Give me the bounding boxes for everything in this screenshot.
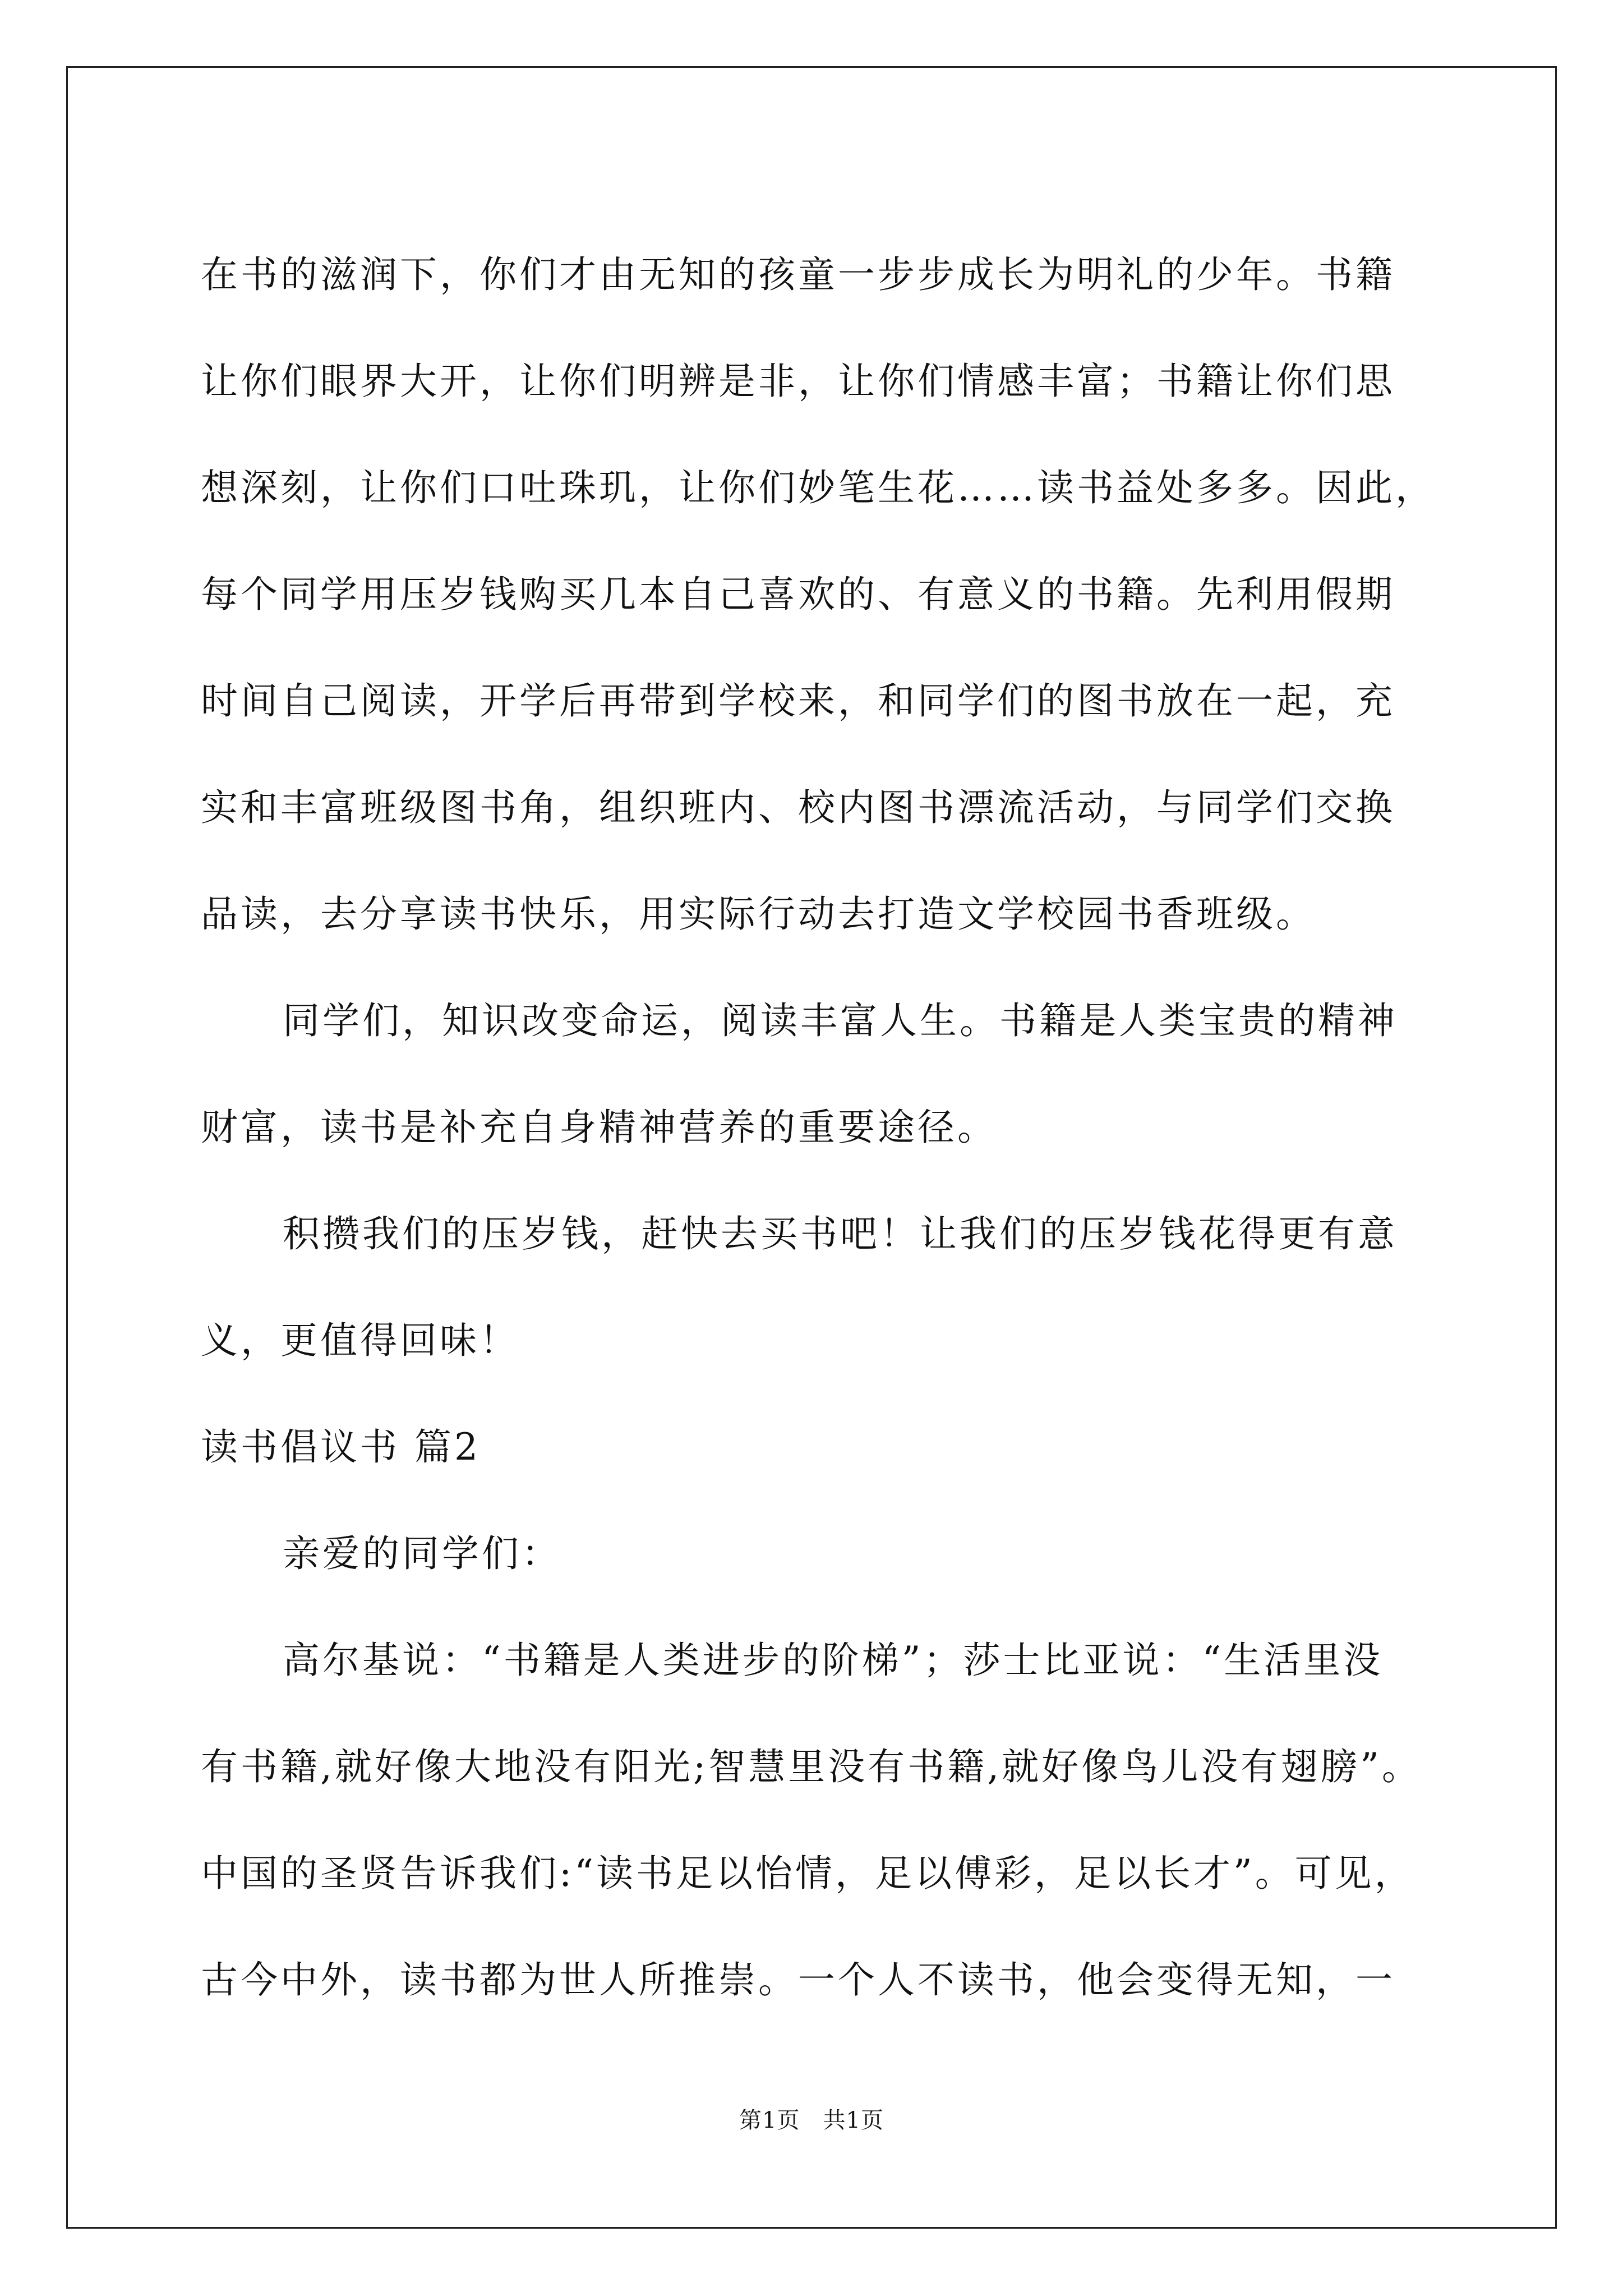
text-line: 每个同学用压岁钱购买几本自己喜欢的、有意义的书籍。先利用假期 [201, 573, 1395, 616]
text-line: 时间自己阅读，开学后再带到学校来，和同学们的图书放在一起，充 [201, 679, 1395, 723]
text-line: 想深刻，让你们口吐珠玑，让你们妙笔生花……读书益处多多。因此， [201, 466, 1435, 509]
text-line: 同学们，知识改变命运，阅读丰富人生。书籍是人类宝贵的精神 [283, 999, 1398, 1042]
salutation: 亲爱的同学们： [283, 1532, 561, 1575]
text-line: 让你们眼界大开，让你们明辨是非，让你们情感丰富；书籍让你们思 [201, 360, 1395, 403]
text-line: 古今中外，读书都为世人所推崇。一个人不读书，他会变得无知，一 [201, 1958, 1395, 2001]
text-line: 有书籍,就好像大地没有阳光;智慧里没有书籍,就好像鸟儿没有翅膀”。 [201, 1745, 1422, 1788]
text-line: 中国的圣贤告诉我们:“读书足以怡情，足以傅彩，足以长才”。可见， [201, 1852, 1414, 1895]
page-footer: 第1页 共1页 [739, 2108, 884, 2133]
text-line: 积攒我们的压岁钱，赶快去买书吧！让我们的压岁钱花得更有意 [283, 1212, 1398, 1255]
text-line: 财富，读书是补充自身精神营养的重要途径。 [201, 1106, 997, 1149]
section-heading: 读书倡议书 篇2 [201, 1425, 481, 1469]
document-body [201, 222, 1440, 2033]
text-line: 品读，去分享读书快乐，用实际行动去打造文学校园书香班级。 [201, 892, 1316, 936]
text-line: 实和丰富班级图书角，组织班内、校内图书漂流活动，与同学们交换 [201, 786, 1395, 829]
text-line: 在书的滋润下，你们才由无知的孩童一步步成长为明礼的少年。书籍 [201, 253, 1395, 296]
text-line: 高尔基说：“书籍是人类进步的阶梯”；莎士比亚说：“生活里没 [283, 1639, 1384, 1682]
text-line: 义，更值得回味！ [201, 1319, 519, 1362]
